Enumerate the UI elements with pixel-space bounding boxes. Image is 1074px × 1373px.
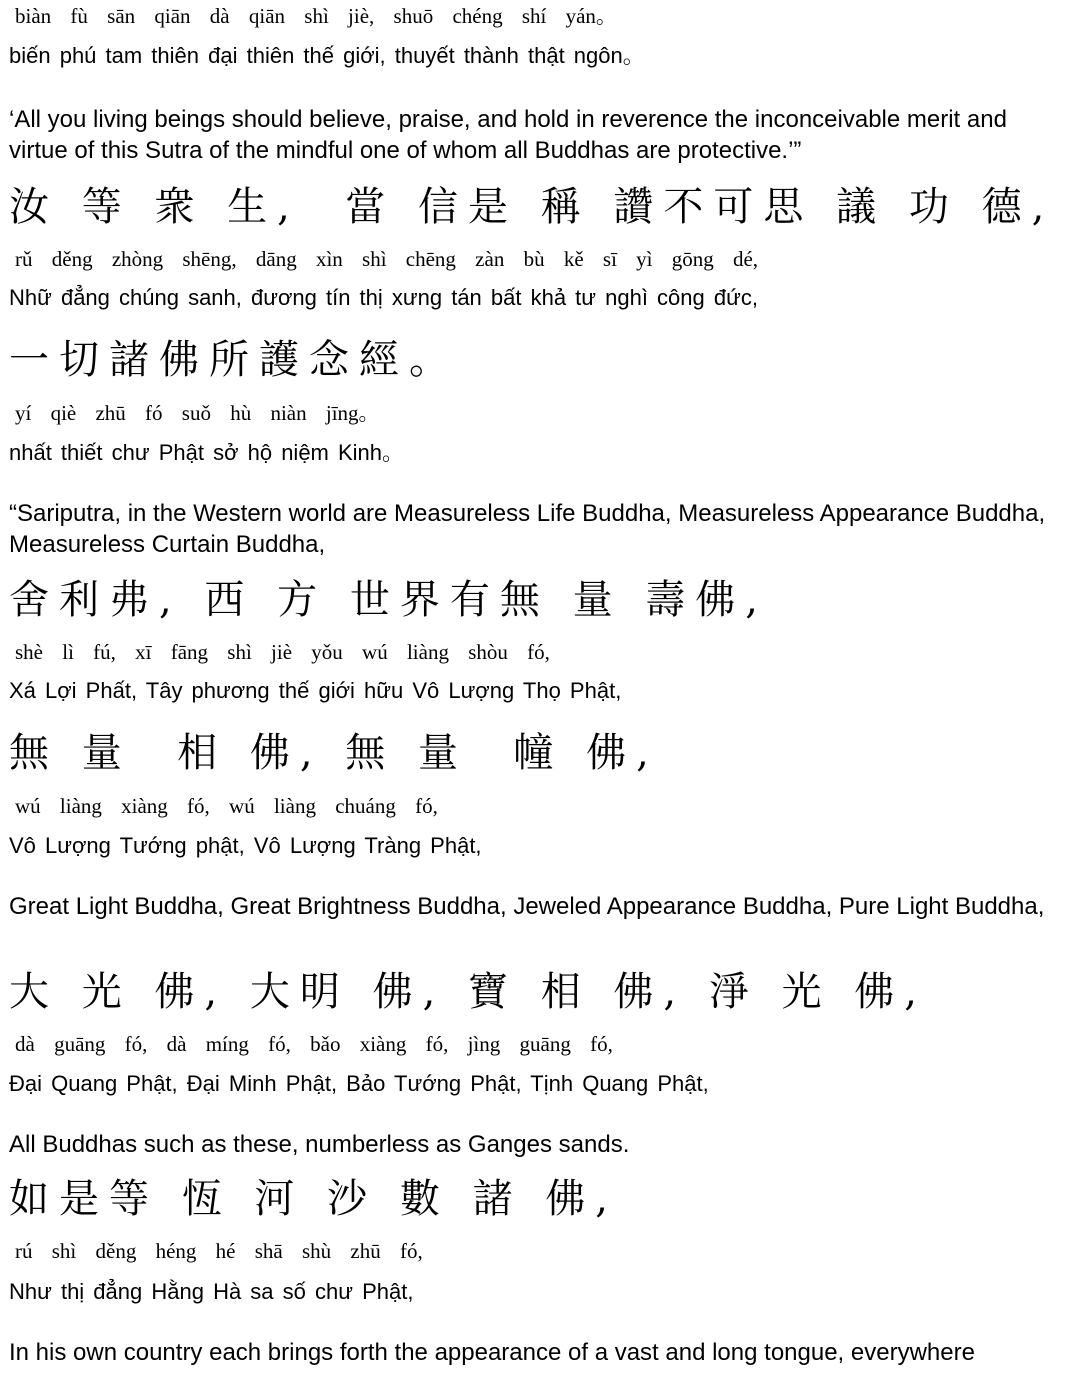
vietnamese-line: Nhữ đẳng chúng sanh, đương tín thị xưng tán bất khả tư nghì công đức, (9, 285, 758, 310)
english-paragraph: ‘All you living beings should believe, praise, and hold in reverence the inconceivable merit and virtue of this Sutra of the mindful one of whom all Buddhas are protective.’” (9, 106, 1007, 164)
chinese-line: 舍利弗, 西 方 世界有無 量 壽佛, (9, 577, 769, 623)
english-paragraph: All Buddhas such as these, numberless as Ganges sands. (9, 1131, 630, 1158)
english-paragraph: Great Light Buddha, Great Brightness Buddha, Jeweled Appearance Buddha, Pure Light Buddha, (9, 893, 1045, 920)
vietnamese-line: Đại Quang Phật, Đại Minh Phật, Bảo Tướng Phật, Tịnh Quang Phật, (9, 1071, 709, 1096)
chinese-line: 一切諸佛所護念經。 (9, 337, 459, 383)
vietnamese-line: Xá Lợi Phất, Tây phương thế giới hữu Vô Lượng Thọ Phật, (9, 678, 622, 703)
pinyin-line: wú liàng xiàng fó, wú liàng chuáng fó, (15, 794, 438, 818)
pinyin-line: biàn fù sān qiān dà qiān shì jiè, shuō chéng shí yán。 (15, 4, 617, 28)
vietnamese-line: Như thị đẳng Hằng Hà sa số chư Phật, (9, 1279, 414, 1304)
vietnamese-line: biến phú tam thiên đại thiên thế giới, thuyết thành thật ngôn。 (9, 43, 645, 68)
pinyin-line: yí qiè zhū fó suǒ hù niàn jīng。 (15, 401, 380, 425)
english-paragraph: In his own country each brings forth the appearance of a vast and long tongue, everywhere (9, 1339, 975, 1366)
english-paragraph: “Sariputra, in the Western world are Measureless Life Buddha, Measureless Appearance Buddha, Measureless Curtain Buddha, (9, 500, 1046, 558)
vietnamese-line: nhất thiết chư Phật sở hộ niệm Kinh。 (9, 440, 405, 465)
pinyin-line: rǔ děng zhòng shēng, dāng xìn shì chēng zàn bù kě sī yì gōng dé, (15, 247, 759, 271)
pinyin-line: dà guāng fó, dà míng fó, bǎo xiàng fó, jìng guāng fó, (15, 1032, 613, 1056)
chinese-line: 如是等 恆 河 沙 數 諸 佛, (9, 1176, 619, 1222)
pinyin-line: rú shì děng héng hé shā shù zhū fó, (15, 1239, 423, 1263)
chinese-line: 大 光 佛, 大明 佛, 寶 相 佛, 淨 光 佛, (9, 969, 928, 1015)
pinyin-line: shè lì fú, xī fāng shì jiè yǒu wú liàng shòu fó, (15, 640, 550, 664)
chinese-line: 無 量 相 佛, 無 量 幢 佛, (9, 730, 659, 776)
chinese-line: 汝 等 衆 生, 當 信是 稱 讚不可思 議 功 德, (9, 184, 1055, 230)
vietnamese-line: Vô Lượng Tướng phật, Vô Lượng Tràng Phật, (9, 833, 482, 858)
